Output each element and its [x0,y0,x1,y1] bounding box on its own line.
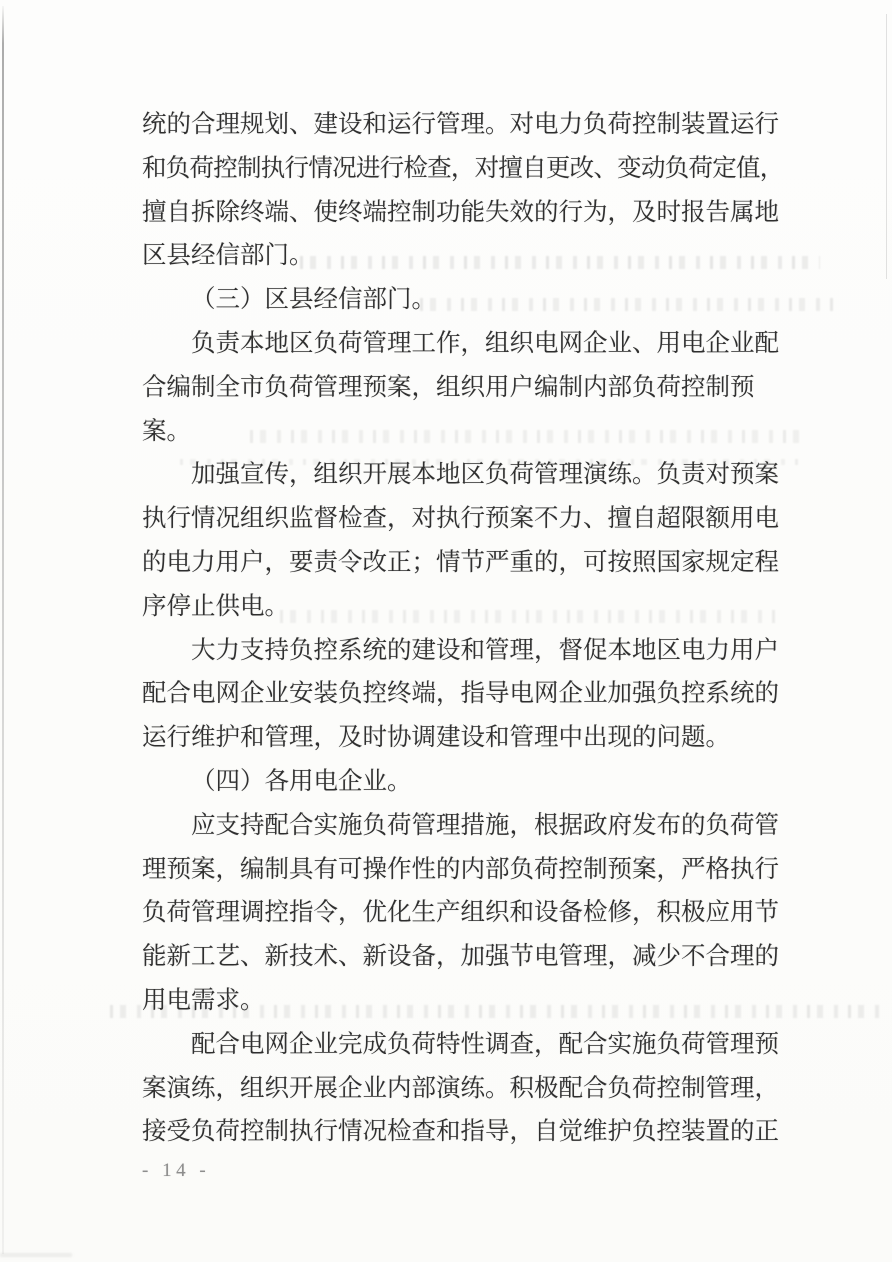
text-line: 大力支持负控系统的建设和管理，督促本地区电力用户 [191,636,779,664]
text-line: 负荷管理调控指令，优化生产组织和设备检修，积极应用节 [142,899,779,927]
page-number: - 14 - [142,1160,211,1181]
text-line: 擅自拆除终端、使终端控制功能失效的行为，及时报告属地 [142,198,779,226]
text-line: 理预案，编制具有可操作性的内部负荷控制预案，严格执行 [142,855,779,883]
paragraph [142,453,784,628]
text-line: 接受负荷控制执行情况检查和指导，自觉维护负控装置的正 [142,1118,779,1146]
text-line: 加强宣传，组织开展本地区负荷管理演练。负责对预案 [191,461,779,489]
scan-edge-line-right [886,14,887,279]
text-line: 案。 [142,417,191,445]
text-line: 用电需求。 [142,986,265,1014]
paragraph [142,760,784,804]
paragraph [142,278,784,322]
paragraph [142,1023,784,1154]
paragraph [142,103,784,278]
text-line: 运行维护和管理，及时协调建设和管理中出现的问题。 [142,724,730,752]
text-line: 负责本地区负荷管理工作，组织电网企业、用电企业配 [191,329,779,357]
text-line: 案演练，组织开展企业内部演练。积极配合负荷控制管理， [142,1074,779,1102]
text-line: （三）区县经信部门。 [191,286,436,314]
scan-smudge [0,1253,72,1257]
scan-edge-line-left [2,6,4,1254]
paragraph [142,804,784,1023]
text-line: 应支持配合实施负荷管理措施，根据政府发布的负荷管 [191,811,779,839]
paragraph [142,322,784,453]
text-line: 合编制全市负荷管理预案，组织用户编制内部负荷控制预 [142,373,755,401]
text-line: 执行情况组织监督检查，对执行预案不力、擅自超限额用电 [142,505,779,533]
text-line: 区县经信部门。 [142,242,314,270]
paragraph [142,629,784,760]
text-line: 配合电网企业安装负控终端，指导电网企业加强负控系统的 [142,680,779,708]
text-line: 统的合理规划、建设和运行管理。对电力负荷控制装置运行 [142,111,779,138]
document-text [142,103,784,1154]
text-line: 的电力用户，要责令改正；情节严重的，可按照国家规定程 [142,548,779,576]
text-line: 能新工艺、新技术、新设备，加强节电管理，减少不合理的 [142,943,779,971]
text-line: （四）各用电企业。 [191,767,412,795]
text-line: 和负荷控制执行情况进行检查，对擅自更改、变动负荷定值， [142,154,784,182]
text-line: 序停止供电。 [142,592,289,620]
text-line: 配合电网企业完成负荷特性调查，配合实施负荷管理预 [191,1030,779,1058]
